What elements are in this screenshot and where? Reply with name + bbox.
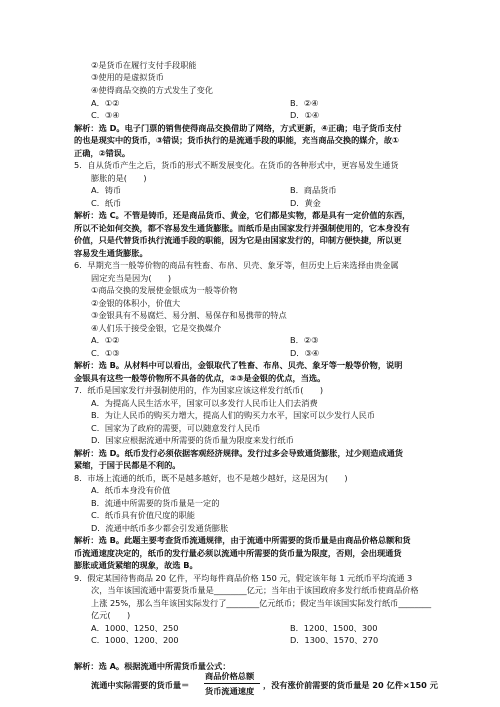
option-a: A．1000、1250、250 <box>91 623 179 633</box>
option-a: A．①② <box>91 98 120 108</box>
question-8-stem: 8．市场上流通的纸币，既不是越多越好，也不是越少越好，这是因为( ) <box>74 473 348 483</box>
analysis-line: 膨胀或通货紧缩的现象，故选 B。 <box>74 560 198 570</box>
analysis-line: 币流通速度决定的，纸币的发行量必须以流通中所需要的货币量为限度，否则，会出现通货 <box>74 548 402 558</box>
analysis-line: 解析：选 A。根据流通中所需货币量公式： <box>74 661 231 671</box>
option-c: C．国家为了政府的需要，可以随意发行人民币 <box>91 423 261 433</box>
question-5-stem: 5．自从货币产生之后，货币的形式不断发展变化。在货币的各种形式中，更容易发生通货 <box>74 160 399 170</box>
formula-numerator: 商品价格总额 <box>205 671 255 681</box>
analysis-line: 所以不论如何交换，都不容易发生通货膨胀。而纸币是由国家发行并强制使用的，它本身没有 <box>74 223 410 233</box>
analysis-line: 价值，只是代替货币执行流通手段的职能，因为它是由国家发行的，印制方便快捷，所以更 <box>74 235 402 245</box>
option-b: B．商品货币 <box>290 185 337 195</box>
option-b: B．1200、1500、300 <box>290 623 378 633</box>
option-c: C．纸币具有价值尺度的职能 <box>91 510 195 520</box>
option-c: C．③④ <box>91 110 120 120</box>
analysis-line: 解析：选 D。纸币发行必须依据客观经济规律。发行过多会导致通货膨胀，过少则造成通货 <box>74 448 403 458</box>
option-d: D．黄金 <box>290 198 321 208</box>
question-5-stem: 膨胀的是( ) <box>91 173 147 183</box>
item-2: ②是货币在履行支付手段职能 <box>91 60 197 70</box>
formula-denominator: 货币流通速度 <box>205 686 255 696</box>
analysis-line: 金银具有这些一般等价物所不具备的优点，②③是金银的优点，当选。 <box>74 373 326 383</box>
analysis-line: 的也是现实中的货币，③错误；货币执行的是流通手段的职能，充当商品交换的媒介，故① <box>74 135 399 145</box>
fraction-bar <box>204 683 260 684</box>
question-6-stem: 固定充当是因为( ) <box>91 273 172 283</box>
question-9-stem: 次，当年该国流通中需要货币量是________亿元；当年由于该国政府多发行纸币使商品价格 <box>91 585 419 595</box>
analysis-line: 解析：选 B。从材料中可以看出，金银取代了牲畜、布帛、贝壳、象牙等一般等价物，说明 <box>74 360 403 370</box>
option-c: C．1000、1200、200 <box>91 635 179 645</box>
option-d: D．①④ <box>290 110 320 120</box>
question-6-stem: 6．早期充当一般等价物的商品有牲畜、布帛、贝壳、象牙等，但历史上后来选择由贵金属 <box>74 260 399 270</box>
option-a: A．为提高人民生活水平，国家可以多发行人民币让人们去消费 <box>91 398 318 408</box>
question-9-stem: 9．假定某国待售商品 20 亿件，平均每件商品价格 150 元，假定该年每 1 元纸币平均流通 3 <box>74 573 413 583</box>
option-a: A．铸币 <box>91 185 122 195</box>
analysis-line: 解析：选 D。电子门票的销售使得商品交换借助了网络，方式更新，④正确；电子货币支付 <box>74 123 402 133</box>
item-2: ②金银的体积小，价值大 <box>91 298 181 308</box>
option-a: A．①② <box>91 335 120 345</box>
item-4: ④使得商品交换的方式发生了变化 <box>91 85 213 95</box>
question-9-stem: 亿元( ) <box>91 610 131 620</box>
option-b: B．为让人民币的购买力增大，提高人们的购买力水平，国家可以少发行人民币 <box>91 410 375 420</box>
option-a: A．纸币本身没有价值 <box>91 485 171 495</box>
analysis-line: 解析：选 C。不管是铸币，还是商品货币、黄金，它们都是实物，都是具有一定价值的东西， <box>74 210 411 220</box>
question-7-stem: 7．纸币是国家发行并强制使用的，作为国家应该这样发行纸币( ) <box>74 385 324 395</box>
item-3: ③使用的是虚拟货币 <box>91 72 164 82</box>
item-4: ④人们乐于接受金银，它是交换媒介 <box>91 323 222 333</box>
formula-rhs: ，没有涨价前需要的货币量是 20 亿件×150 元 <box>263 680 438 690</box>
option-d: D．③④ <box>290 348 320 358</box>
analysis-line: 容易发生通货膨胀。 <box>74 248 148 258</box>
analysis-line: 解析：选 B。此题主要考查货币流通规律，由于流通中所需要的货币量是由商品价格总额和货 <box>74 535 411 545</box>
option-b: B．②④ <box>290 98 319 108</box>
analysis-line: 紧缩，于国于民都是不利的。 <box>74 460 181 470</box>
option-c: C．纸币 <box>91 198 122 208</box>
analysis-line: 正确，②错误。 <box>74 148 131 158</box>
option-c: C．①③ <box>91 348 120 358</box>
item-1: ①商品交换的发展使金银成为一般等价物 <box>91 285 238 295</box>
question-9-stem: 上涨 25%，那么当年该国实际发行了________亿元纸币；假定当年该国实际发行纸币________ <box>91 598 432 608</box>
option-d: D．流通中纸币多少都会引发通货膨胀 <box>91 523 229 533</box>
option-b: B．②③ <box>290 335 319 345</box>
option-d: D．1300、1570、270 <box>290 635 379 645</box>
item-3: ③金银具有不易腐烂、易分割、易保存和易携带的特点 <box>91 310 287 320</box>
option-d: D．国家应根据流通中所需要的货币量为限度来发行纸币 <box>91 435 294 445</box>
option-b: B．流通中所需要的货币量是一定的 <box>91 498 220 508</box>
formula-lhs: 流通中实际需要的货币量＝ <box>91 680 190 690</box>
